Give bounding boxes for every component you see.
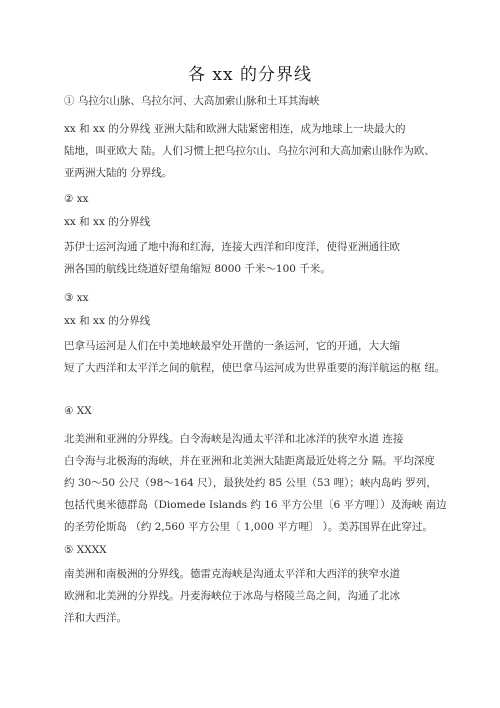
paragraph-line: 巴拿马运河是人们在中美地峡最窄处开凿的一条运河，它的开通，大大缩 bbox=[64, 340, 400, 352]
paragraph-line: 约 30～50 公尺（98～164 尺），最狭处约 85 公里（53 哩）；峡内岛屿 罗列， bbox=[64, 477, 437, 489]
section-4-heading: ④ XX bbox=[64, 405, 92, 417]
section-2-heading: ② xx bbox=[64, 193, 89, 205]
section-3-heading: ③ xx bbox=[64, 292, 89, 304]
paragraph-line: 亚两洲大陆的 分界线。 bbox=[64, 167, 173, 179]
page-title: 各 xx 的分界线 bbox=[188, 65, 312, 85]
paragraph-line: 短了大西洋和太平洋之间的航程，使巴拿马运河成为世界重要的海洋航运的枢 纽。 bbox=[64, 362, 446, 374]
section-3-subheading: xx 和 xx 的分界线 bbox=[64, 315, 151, 327]
section-2-paragraph bbox=[64, 236, 454, 280]
section-2-subheading: xx 和 xx 的分界线 bbox=[64, 216, 151, 228]
section-5-paragraph bbox=[64, 563, 454, 629]
section-1-heading: ① 乌拉尔山脉、乌拉尔河、大高加索山脉和土耳其海峡 bbox=[64, 95, 320, 107]
paragraph-line: 陆地，叫亚欧大 陆。人们习惯上把乌拉尔山、乌拉尔河和大高加索山脉作为欧、 bbox=[64, 145, 435, 157]
paragraph-line: 南美洲和南极洲的分界线。德雷克海峡是沟通太平洋和大西洋的狭窄水道 bbox=[64, 568, 400, 580]
paragraph-line: xx 和 xx 的分界线 亚洲大陆和欧洲大陆紧密相连，成为地球上一块最大的 bbox=[64, 123, 406, 135]
section-1-paragraph bbox=[64, 118, 454, 184]
section-3-paragraph bbox=[64, 335, 454, 379]
paragraph-line: 白令海与北极海的海峡，并在亚洲和北美洲大陆距离最近处将之分 隔。平均深度 bbox=[64, 455, 435, 467]
paragraph-line: 北美洲和亚洲的分界线。白令海峡是沟通太平洋和北冰洋的狭窄水道 连接 bbox=[64, 433, 404, 445]
paragraph-line: 包括代奥米德群岛（Diomede Islands 约 16 平方公里〔6 平方哩〕）及海峡 南边 bbox=[64, 499, 447, 511]
paragraph-line: 欧洲和北美洲的分界线。丹麦海峡位于冰岛与格陵兰岛之间，沟通了北冰 bbox=[64, 590, 400, 602]
paragraph-line: 洋和大西洋。 bbox=[64, 612, 127, 624]
paragraph-line: 洲各国的航线比绕道好望角缩短 8000 千米～100 千米。 bbox=[64, 263, 331, 275]
paragraph-line: 苏伊士运河沟通了地中海和红海，连接大西洋和印度洋，使得亚洲通往欧 bbox=[64, 241, 400, 253]
section-4-paragraph bbox=[64, 428, 454, 538]
paragraph-line: 的圣劳伦斯岛 （约 2,560 平方公里〔 1,000 平方哩〕 ）。美苏国界在此穿过。 bbox=[64, 521, 433, 533]
section-5-heading: ⑤ XXXX bbox=[64, 544, 107, 556]
